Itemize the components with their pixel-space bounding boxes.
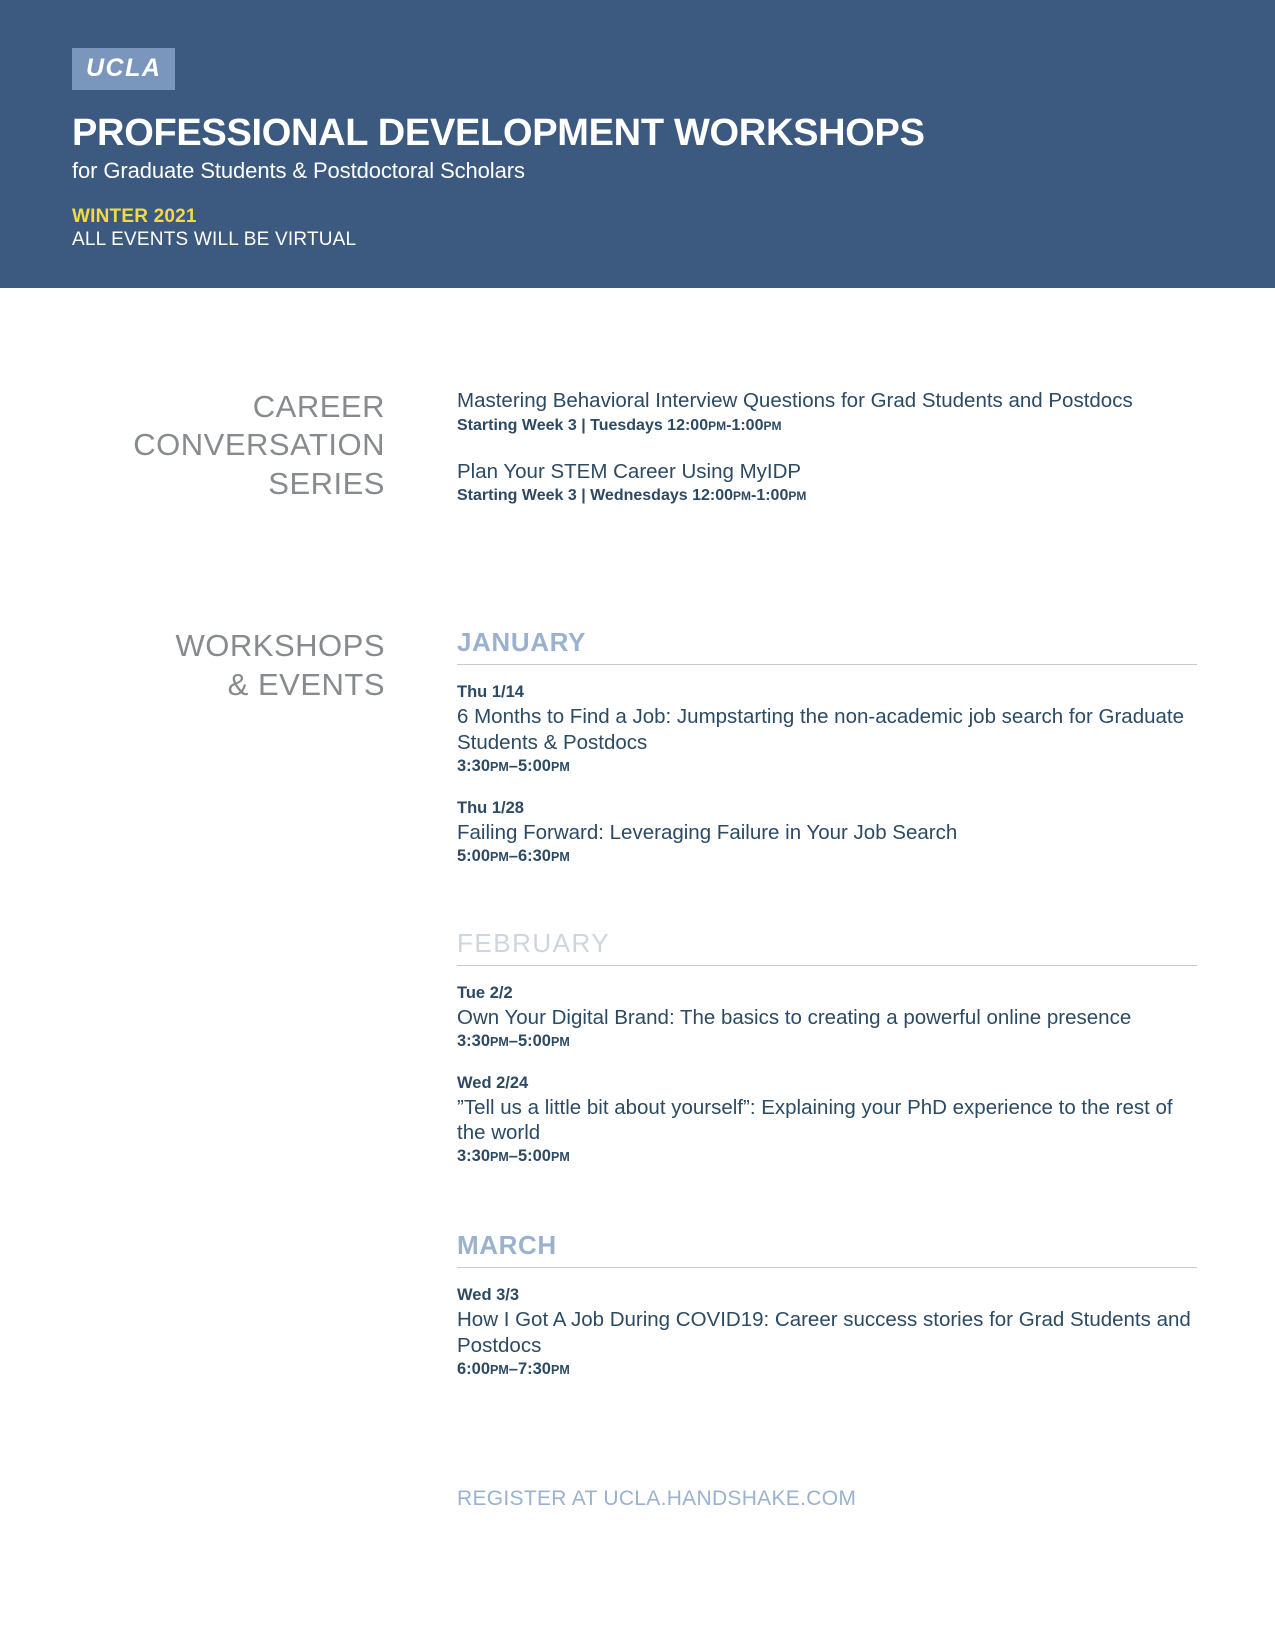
event-time-end: –5:00 — [508, 1031, 551, 1050]
event-time — [457, 847, 1197, 866]
career-series-items — [385, 388, 1275, 505]
series-title: Mastering Behavioral Interview Questions for Grad Students and Postdocs — [457, 389, 1133, 412]
page-subtitle: for Graduate Students & Postdoctoral Scholars — [72, 157, 525, 183]
month-group-february — [457, 928, 1197, 1166]
footer — [0, 1487, 1275, 1511]
page-content — [0, 388, 1275, 1511]
month-heading: FEBRUARY — [457, 928, 1197, 966]
event-time-end-ampm: PM — [550, 1362, 570, 1377]
event-time-start: 5:00 — [457, 846, 491, 865]
event-time-end-ampm: PM — [550, 1150, 570, 1165]
series-meta-ampm-end: PM — [788, 489, 807, 504]
month-group-march — [457, 1230, 1197, 1379]
event-title: How I Got A Job During COVID19: Career success stories for Grad Students and Postdocs — [457, 1308, 1191, 1358]
event-time-end-ampm: PM — [550, 1034, 570, 1049]
series-meta-mid: -1:00 — [751, 487, 789, 505]
event-date: Tue 2/2 — [457, 983, 513, 1002]
event-time-start-ampm: PM — [490, 849, 509, 864]
career-conversation-series-section — [0, 388, 1275, 505]
list-item — [457, 1286, 1197, 1379]
event-time — [457, 757, 1197, 776]
workshops-events-section — [0, 627, 1275, 1379]
event-title: Own Your Digital Brand: The basics to creating a powerful online presence — [457, 1005, 1132, 1029]
event-time-start-ampm: PM — [490, 1150, 509, 1165]
series-title: Plan Your STEM Career Using MyIDP — [457, 459, 802, 483]
event-time-start: 6:00 — [457, 1359, 491, 1378]
month-heading: MARCH — [457, 1230, 1197, 1268]
career-series-label-line2: CONVERSATION — [133, 427, 385, 463]
list-item — [457, 683, 1197, 776]
event-date: Wed 3/3 — [457, 1286, 520, 1305]
career-series-label-line1: CAREER — [252, 389, 385, 424]
event-time — [457, 1147, 1197, 1166]
event-date: Wed 2/24 — [457, 1073, 529, 1092]
event-time-end: –5:00 — [508, 756, 551, 775]
event-time-end-ampm: PM — [550, 849, 570, 864]
event-time — [457, 1032, 1197, 1051]
event-time-start-ampm: PM — [490, 759, 509, 774]
list-item — [457, 459, 1197, 506]
list-item — [457, 1074, 1197, 1167]
workshops-label-line1: WORKSHOPS — [175, 628, 385, 664]
event-title: Failing Forward: Leveraging Failure in Your Job Search — [457, 820, 958, 844]
event-time-end: –7:30 — [508, 1359, 551, 1378]
event-time-end-ampm: PM — [550, 759, 570, 774]
event-time-start-ampm: PM — [490, 1362, 509, 1377]
event-title: ”Tell us a little bit about yourself”: Explaining your PhD experience to the rest of the world — [457, 1095, 1173, 1145]
event-time — [457, 1360, 1197, 1379]
event-time-end: –6:30 — [508, 846, 551, 865]
workshops-label — [0, 627, 385, 704]
career-series-label-line3: SERIES — [268, 465, 385, 501]
month-heading: JANUARY — [457, 627, 1197, 665]
event-time-start: 3:30 — [457, 1147, 491, 1166]
event-date: Thu 1/28 — [457, 798, 524, 817]
list-item — [457, 388, 1197, 435]
career-series-label — [0, 388, 385, 503]
list-item — [457, 799, 1197, 866]
series-meta — [457, 417, 1197, 435]
series-meta-ampm-start: PM — [733, 489, 751, 504]
series-meta-pre: Starting Week 3 | Wednesdays 12:00 — [457, 487, 733, 505]
workshops-label-line2: & EVENTS — [227, 666, 385, 702]
series-meta — [457, 487, 1197, 505]
page-title: PROFESSIONAL DEVELOPMENT WORKSHOPS — [72, 112, 925, 154]
register-link[interactable]: REGISTER AT UCLA.HANDSHAKE.COM — [457, 1486, 857, 1510]
event-time-start: 3:30 — [457, 756, 491, 775]
event-title: 6 Months to Find a Job: Jumpstarting the non-academic job search for Graduate Students & Postdocs — [457, 705, 1184, 755]
month-group-january — [457, 627, 1197, 865]
term-label: WINTER 2021 — [72, 205, 197, 227]
series-meta-ampm-end: PM — [763, 418, 782, 433]
event-time-start: 3:30 — [457, 1031, 491, 1050]
page-header — [0, 0, 1275, 288]
event-time-end: –5:00 — [508, 1147, 551, 1166]
ucla-logo: UCLA — [72, 48, 175, 90]
event-time-start-ampm: PM — [490, 1034, 509, 1049]
virtual-note: ALL EVENTS WILL BE VIRTUAL — [72, 228, 357, 250]
event-date: Thu 1/14 — [457, 683, 524, 702]
series-meta-pre: Starting Week 3 | Tuesdays 12:00 — [457, 416, 709, 434]
series-meta-mid: -1:00 — [726, 416, 764, 434]
list-item — [457, 984, 1197, 1051]
workshops-months — [385, 627, 1275, 1379]
series-meta-ampm-start: PM — [708, 418, 727, 433]
